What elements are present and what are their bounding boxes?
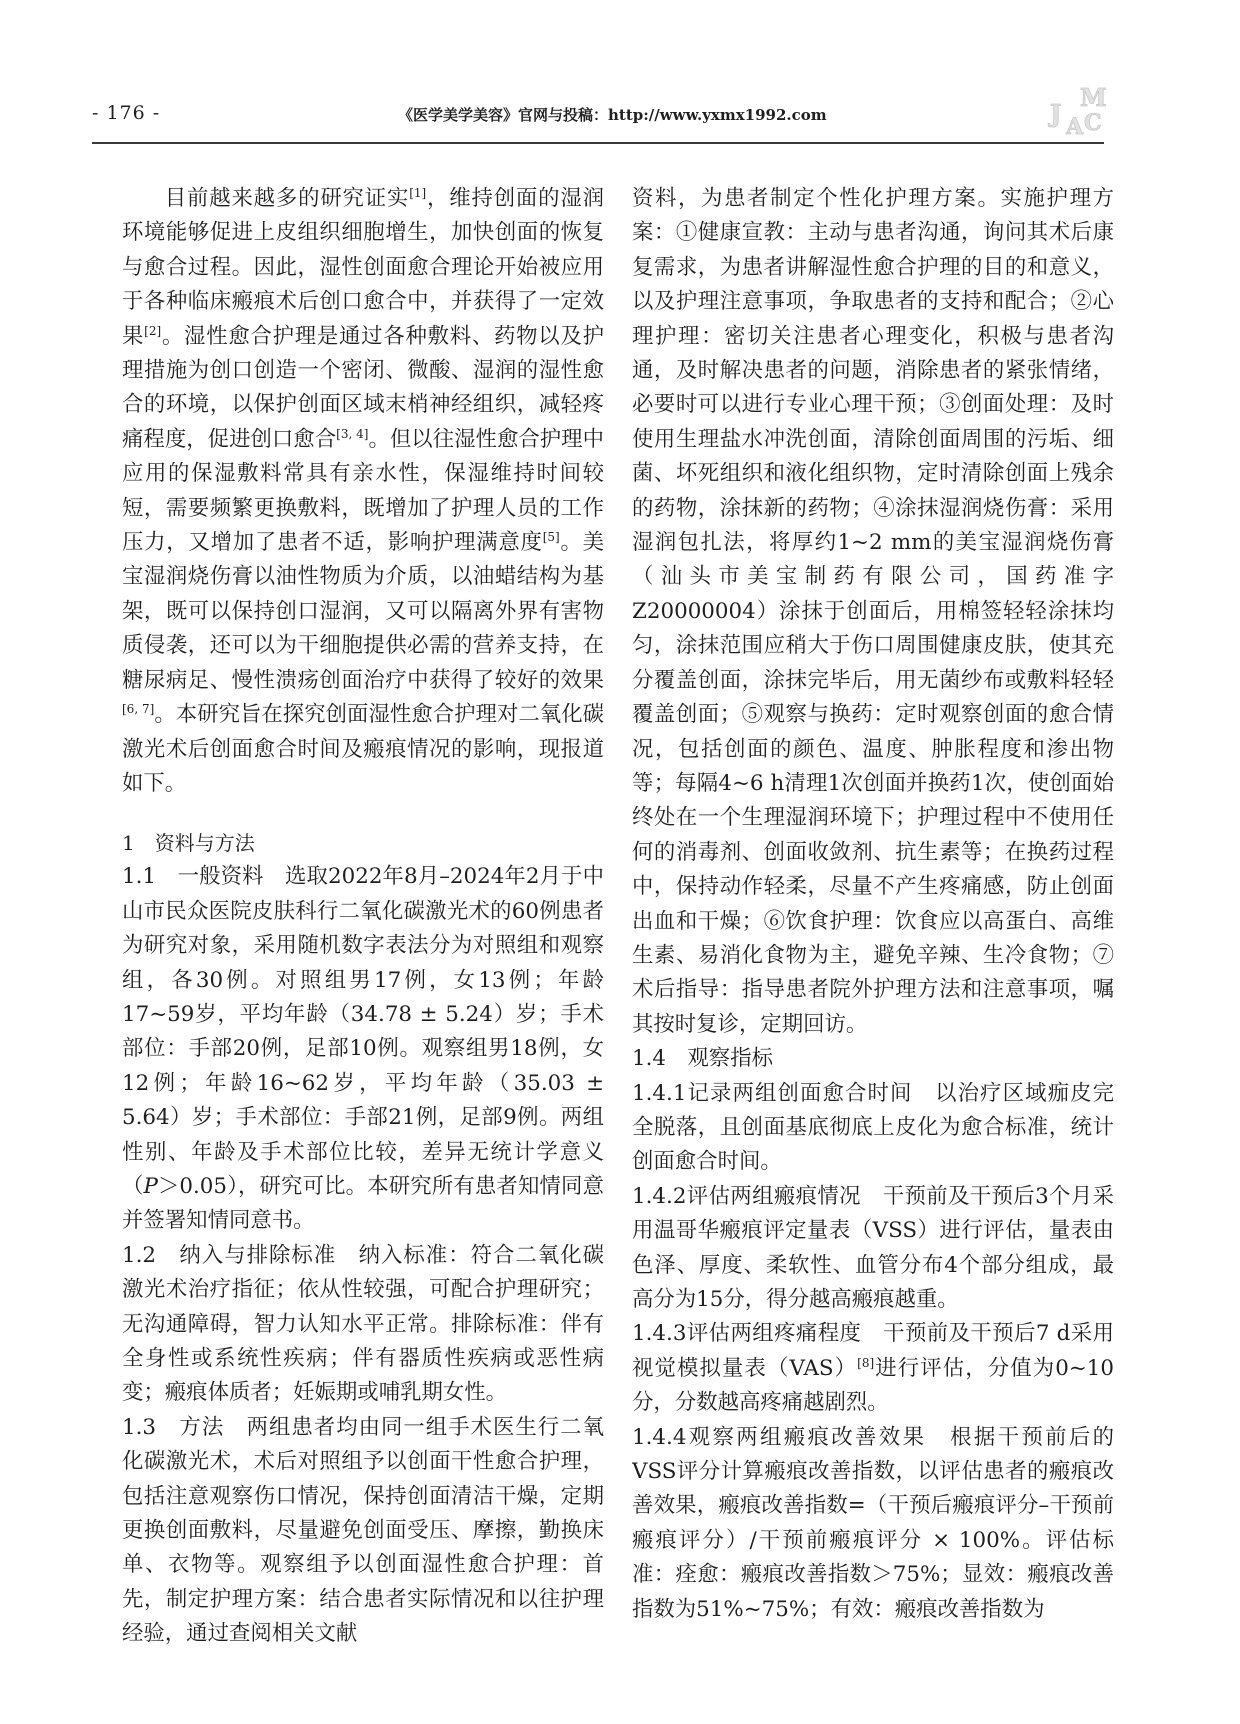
- section-1-4-2: 1.4.2评估两组瘢痕情况 干预前及干预后3个月采用温哥华瘢痕评定量表（VSS）进行评估，量表由色泽、厚度、柔软性、血管分布4个部分组成，最高分为15分，得分越高瘢痕越重。: [632, 1183, 1114, 1312]
- heading-1-4: 1.4 观察指标: [632, 1046, 773, 1072]
- heading-1-3: 1.3 方法: [122, 1414, 225, 1440]
- heading-1-4-4: 1.4.4观察两组瘢痕改善效果: [632, 1424, 927, 1450]
- section-1-4-3: 1.4.3评估两组疼痛程度 干预前及干预后7 d采用视觉模拟量表（VAS）[8]进行评估，分值为0~10分，分数越高疼痛越剧烈。: [632, 1321, 1114, 1416]
- running-head: 《医学美学美容》官网与投稿：http://www.yxmx1992.com: [398, 106, 827, 124]
- citation-8: [8]: [857, 1355, 875, 1370]
- citation-1: [1]: [409, 185, 427, 200]
- left-column: [122, 182, 604, 1682]
- citation-2: [2]: [144, 323, 162, 338]
- journal-logo-icon: [1044, 84, 1108, 140]
- page-header: [92, 84, 1107, 140]
- intro-paragraph: 目前越来越多的研究证实[1]，维持创面的湿润环境能够促进上皮组织细胞增生，加快创面的恢复与愈合过程。因此，湿性创面愈合理论开始被应用于各种临床瘢痕术后创口愈合中，并获得了一定效果[2]。湿性愈合护理是通过各种敷料、药物以及护理措施为创口创造一个密闭、微酸、湿润的湿性愈合的环境，以保护创面区域末梢神经组织，减轻疼痛程度，促进创口愈合[3, 4]。但以往湿性愈合护理中应用的保湿敷料常具有亲水性，保湿维持时间较短，需要频繁更换敷料，既增加了护理人员的工作压力，又增加了患者不适，影响护理满意度[5]。美宝湿润烧伤膏以油性物质为介质，以油蜡结构为基架，既可以保持创口湿润，又可以隔离外界有害物质侵袭，还可以为干细胞提供必需的营养支持，在糖尿病足、慢性溃疡创面治疗中获得了较好的效果[6, 7]。本研究旨在探究创面湿性愈合护理对二氧化碳激光术后创面愈合时间及瘢痕情况的影响，现报道如下。: [122, 185, 604, 796]
- section-1-1: 1.1 一般资料 选取2022年8月–2024年2月于中山市民众医院皮肤科行二氧化碳激光术的60例患者为研究对象，采用随机数字表法分为对照组和观察组，各30例。对照组男17例，女13例；年龄17~59岁，平均年龄（34.78 ± 5.24）岁；手术部位：手部20例，足部10例。观察组男18例，女12例；年龄16~62岁，平均年龄（35.03 ± 5.64）岁；手术部位：手部21例，足部9例。两组性别、年龄及手术部位比较，差异无统计学意义（P＞0.05），研究可比。本研究所有患者知情同意并签署知情同意书。: [122, 864, 604, 1234]
- citation-5: [5]: [542, 529, 560, 544]
- page-number: - 176 -: [92, 102, 161, 124]
- heading-1-2: 1.2 纳入与排除标准: [122, 1242, 337, 1268]
- heading-1-4-2: 1.4.2评估两组瘢痕情况: [632, 1183, 861, 1209]
- section-1-3: 1.3 方法 两组患者均由同一组手术医生行二氧化碳激光术，术后对照组予以创面干性愈合护理，包括注意观察伤口情况，保持创面清洁干燥，定期更换创面敷料，尽量避免创面受压、摩擦，勤换床单、衣物等。观察组予以创面湿性愈合护理：首先，制定护理方案：结合患者实际情况和以往护理经验，通过查阅相关文献: [122, 1414, 604, 1647]
- citation-6-7: [6, 7]: [122, 701, 155, 716]
- citation-3-4: [3, 4]: [336, 426, 369, 441]
- header-rule: [92, 142, 1104, 144]
- heading-1-1: 1.1 一般资料: [122, 864, 264, 890]
- logo-letter-j: J: [1050, 99, 1062, 128]
- right-column: [632, 182, 1114, 1682]
- logo-letter-a: A: [1066, 114, 1084, 140]
- section-1-2: 1.2 纳入与排除标准 纳入标准：符合二氧化碳激光术治疗指征；依从性较强，可配合护理研究；无沟通障碍，智力认知水平正常。排除标准：伴有全身性或系统性疾病；伴有器质性疾病或恶性病变；瘢痕体质者；妊娠期或哺乳期女性。: [122, 1242, 604, 1406]
- section-1-4-4: 1.4.4观察两组瘢痕改善效果 根据干预前后的VSS评分计算瘢痕改善指数，以评估患者的瘢痕改善效果，瘢痕改善指数=（干预后瘢痕评分–干预前瘢痕评分）/干预前瘢痕评分 × 100%。评估标准：痊愈：瘢痕改善指数＞75%；显效：瘢痕改善指数为51%~75%；有效：瘢痕改善指数为: [632, 1424, 1114, 1622]
- section-1-3-continued: 资料，为患者制定个性化护理方案。实施护理方案：①健康宣教：主动与患者沟通，询问其术后康复需求，为患者讲解湿性愈合护理的目的和意义，以及护理注意事项，争取患者的支持和配合；②心理护理：密切关注患者心理变化，积极与患者沟通，及时解决患者的问题，消除患者的紧张情绪，必要时可以进行专业心理干预；③创面处理：及时使用生理盐水冲洗创面，清除创面周围的污垢、细菌、坏死组织和液化组织物，定时清除创面上残余的药物，涂抹新的药物；④涂抹湿润烧伤膏：采用湿润包扎法，将厚约1~2 mm的美宝湿润烧伤膏（汕头市美宝制药有限公司，国药准字Z20000004）涂抹于创面后，用棉签轻轻涂抹均匀，涂抹范围应稍大于伤口周围健康皮肤，使其充分覆盖创面，涂抹完毕后，用无菌纱布或敷料轻轻覆盖创面；⑤观察与换药：定时观察创面的愈合情况，包括创面的颜色、温度、肿胀程度和渗出物等；每隔4~6 h清理1次创面并换药1次，使创面始终处在一个生理湿润环境下；护理过程中不使用任何的消毒剂、创面收敛剂、抗生素等；在换药过程中，保持动作轻柔，尽量不产生疼痛感，防止创面出血和干燥；⑥饮食护理：饮食应以高蛋白、高维生素、易消化食物为主，避免辛辣、生冷食物；⑦术后指导：指导患者院外护理方法和注意事项，嘱其按时复诊，定期回访。: [632, 186, 1114, 1037]
- heading-1-4-3: 1.4.3评估两组疼痛程度: [632, 1321, 862, 1347]
- heading-1-4-1: 1.4.1记录两组创面愈合时间: [632, 1080, 913, 1106]
- section-1-4-1: 1.4.1记录两组创面愈合时间 以治疗区域痂皮完全脱落，且创面基底彻底上皮化为愈合标准，统计创面愈合时间。: [632, 1080, 1114, 1175]
- logo-letter-c: C: [1084, 110, 1102, 136]
- section-heading-methods: 1 资料与方法: [122, 831, 255, 856]
- logo-letter-m: M: [1080, 84, 1107, 112]
